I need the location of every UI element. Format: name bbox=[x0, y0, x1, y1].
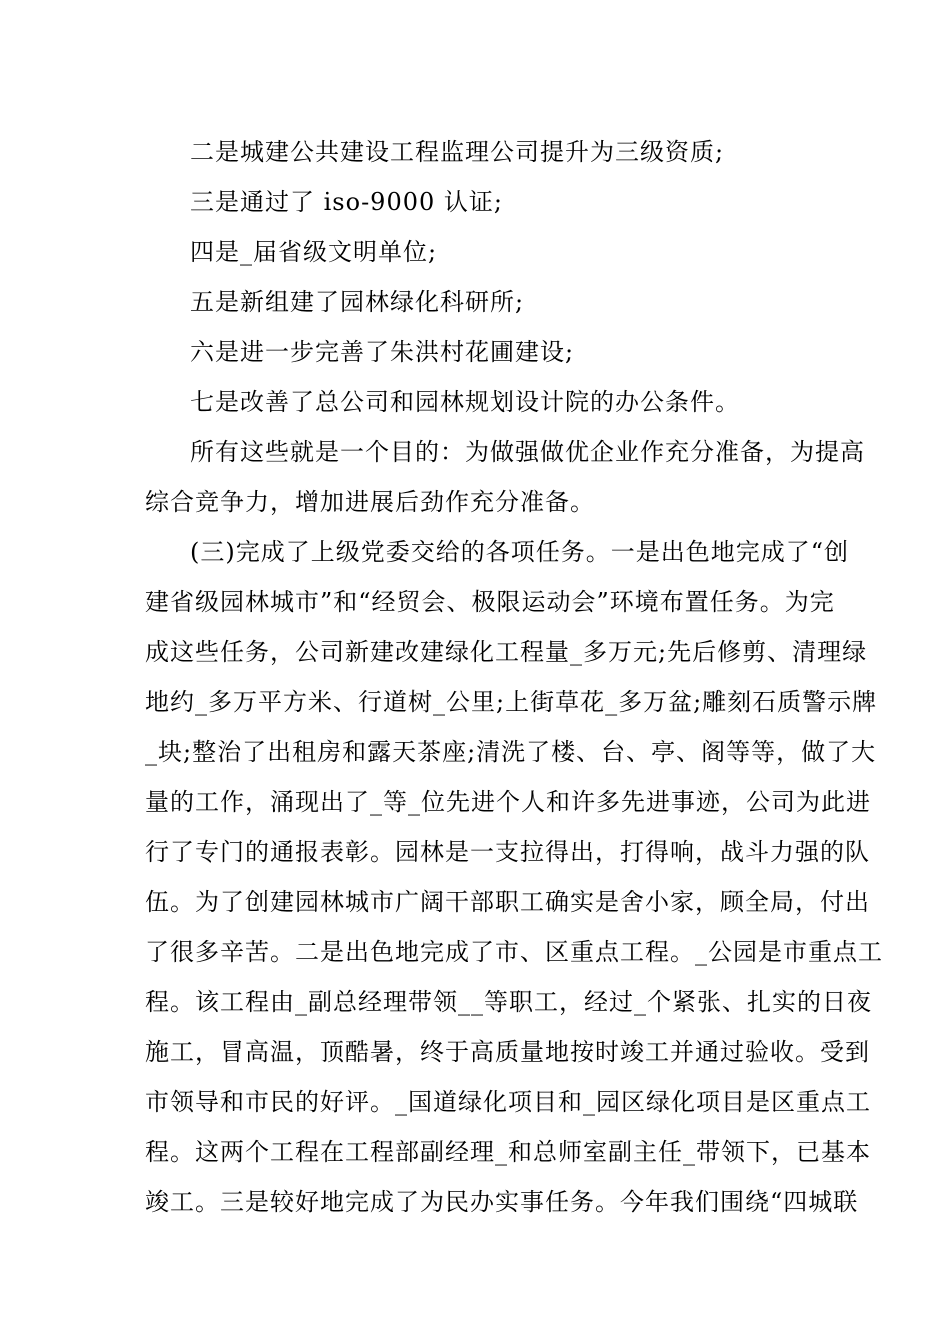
list-item-2: 二是城建公共建设工程监理公司提升为三级资质; bbox=[190, 138, 725, 166]
section-three-line: 施工，冒高温，顶酷暑，终于高质量地按时竣工并通过验收。受到 bbox=[145, 1038, 870, 1066]
section-three-line: 程。这两个工程在工程部副经理_和总师室副主任_带领下，已基本 bbox=[145, 1138, 871, 1166]
section-three-line: 地约_多万平方米、行道树_公里;上街草花_多万盆;雕刻石质警示牌 bbox=[145, 688, 878, 716]
section-three-line: 量的工作，涌现出了_等_位先进个人和许多先进事迹，公司为此进 bbox=[145, 788, 871, 816]
section-three-line: 行了专门的通报表彰。园林是一支拉得出，打得响，战斗力强的队 bbox=[145, 838, 870, 866]
section-three-line: 程。该工程由_副总经理带领__等职工，经过_个紧张、扎实的日夜 bbox=[145, 988, 872, 1016]
section-three-line: (三)完成了上级党委交给的各项任务。一是出色地完成了“创 bbox=[190, 538, 849, 566]
section-three-line: 建省级园林城市”和“经贸会、极限运动会”环境布置任务。为完 bbox=[145, 588, 835, 616]
section-three-line: 竣工。三是较好地完成了为民办实事任务。今年我们围绕“四城联 bbox=[145, 1188, 859, 1216]
list-item-3: 三是通过了 iso-9000 认证; bbox=[190, 188, 503, 216]
list-item-4: 四是_届省级文明单位; bbox=[190, 238, 438, 266]
section-three-line: 了很多辛苦。二是出色地完成了市、区重点工程。_公园是市重点工 bbox=[145, 938, 883, 966]
section-three-line: 伍。为了创建园林城市广阔干部职工确实是舍小家，顾全局，付出 bbox=[145, 888, 870, 916]
list-item-7: 七是改善了总公司和园林规划设计院的办公条件。 bbox=[190, 388, 740, 416]
section-three-line: 成这些任务，公司新建改建绿化工程量_多万元;先后修剪、清理绿 bbox=[145, 638, 868, 666]
summary-line-1: 所有这些就是一个目的：为做强做优企业作充分准备，为提高 bbox=[190, 438, 865, 466]
section-three-line: _块;整治了出租房和露天茶座;清洗了楼、台、亭、阁等等，做了大 bbox=[145, 738, 877, 766]
list-item-5: 五是新组建了园林绿化科研所; bbox=[190, 288, 525, 316]
summary-line-2: 综合竞争力，增加进展后劲作充分准备。 bbox=[145, 488, 595, 516]
section-three-line: 市领导和市民的好评。_国道绿化项目和_园区绿化项目是区重点工 bbox=[145, 1088, 871, 1116]
list-item-6: 六是进一步完善了朱洪村花圃建设; bbox=[190, 338, 575, 366]
